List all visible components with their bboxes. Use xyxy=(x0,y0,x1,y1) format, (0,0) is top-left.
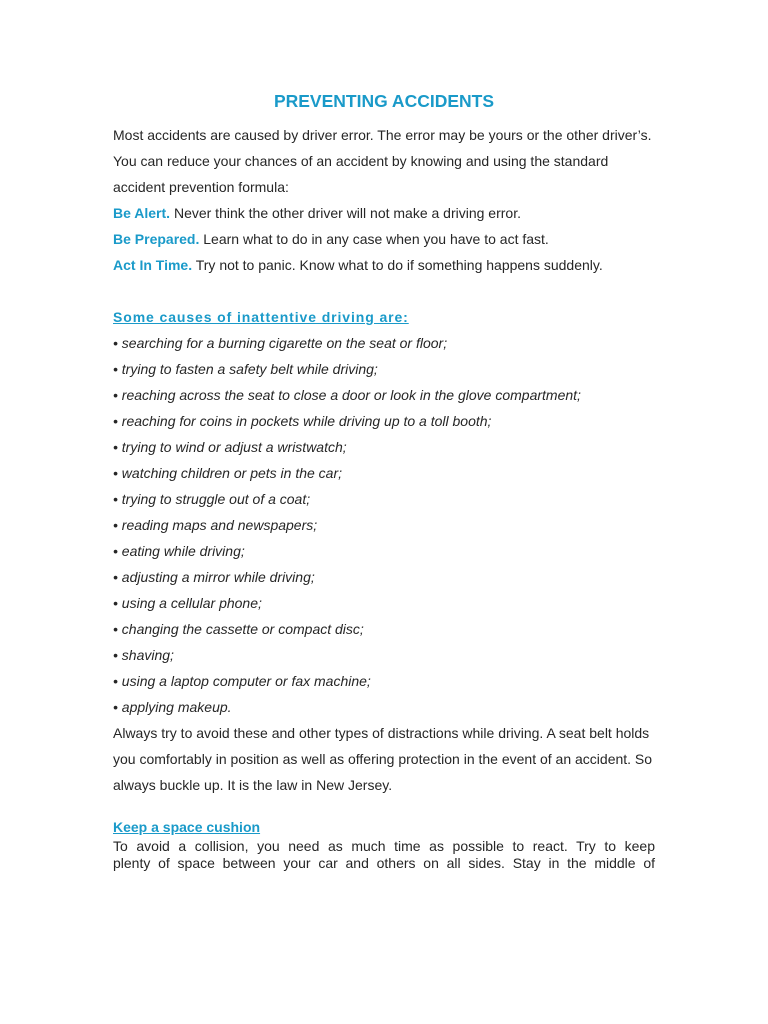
intro-paragraph: Most accidents are caused by driver error. The error may be yours or the other driver’s. You can reduce your chances of an accident by knowing and using the standard accident prevention formula: xyxy=(113,127,652,195)
list-item: • using a laptop computer or fax machine; xyxy=(113,673,371,689)
list-item: • changing the cassette or compact disc; xyxy=(113,621,364,637)
list-item: • using a cellular phone; xyxy=(113,595,262,611)
list-item: • reaching across the seat to close a door or look in the glove compartment; xyxy=(113,387,581,403)
rule-text: Never think the other driver will not make a driving error. xyxy=(170,205,521,221)
rule-be-alert xyxy=(113,200,655,226)
list-item: • reaching for coins in pockets while driving up to a toll booth; xyxy=(113,413,492,429)
document-page xyxy=(113,88,655,872)
rule-heading: Be Alert. xyxy=(113,205,171,221)
list-item: • watching children or pets in the car; xyxy=(113,465,343,481)
list-item: • trying to fasten a safety belt while driving; xyxy=(113,361,378,377)
causes-heading: Some causes of inattentive driving are: xyxy=(113,309,409,325)
list-item: • reading maps and newspapers; xyxy=(113,517,318,533)
rule-be-prepared xyxy=(113,226,655,252)
causes-list xyxy=(113,330,655,720)
list-item: • adjusting a mirror while driving; xyxy=(113,569,315,585)
rule-heading: Be Prepared. xyxy=(113,231,200,247)
cushion-line: plenty of space between your car and others on all sides. Stay in the middle of xyxy=(113,855,655,871)
list-item: • trying to struggle out of a coat; xyxy=(113,491,311,507)
list-item: • searching for a burning cigarette on the seat or floor; xyxy=(113,335,448,351)
closing-paragraph: Always try to avoid these and other types of distractions while driving. A seat belt holds you comfortably in position as well as offering protection in the event of an accident. So always buckle up. It is the law in New Jersey. xyxy=(113,725,653,793)
list-item: • eating while driving; xyxy=(113,543,245,559)
rule-act-in-time xyxy=(113,252,655,278)
rule-text: Learn what to do in any case when you have to act fast. xyxy=(199,231,549,247)
rule-text: Try not to panic. Know what to do if something happens suddenly. xyxy=(192,257,603,273)
rule-heading: Act In Time. xyxy=(113,257,193,273)
list-item: • applying makeup. xyxy=(113,699,232,715)
cushion-line: To avoid a collision, you need as much time as possible to react. Try to keep xyxy=(113,838,655,854)
prevention-formula xyxy=(113,200,655,278)
list-item: • trying to wind or adjust a wristwatch; xyxy=(113,439,347,455)
list-item: • shaving; xyxy=(113,647,174,663)
page-title: PREVENTING ACCIDENTS xyxy=(273,91,495,111)
space-cushion-heading: Keep a space cushion xyxy=(113,819,261,835)
